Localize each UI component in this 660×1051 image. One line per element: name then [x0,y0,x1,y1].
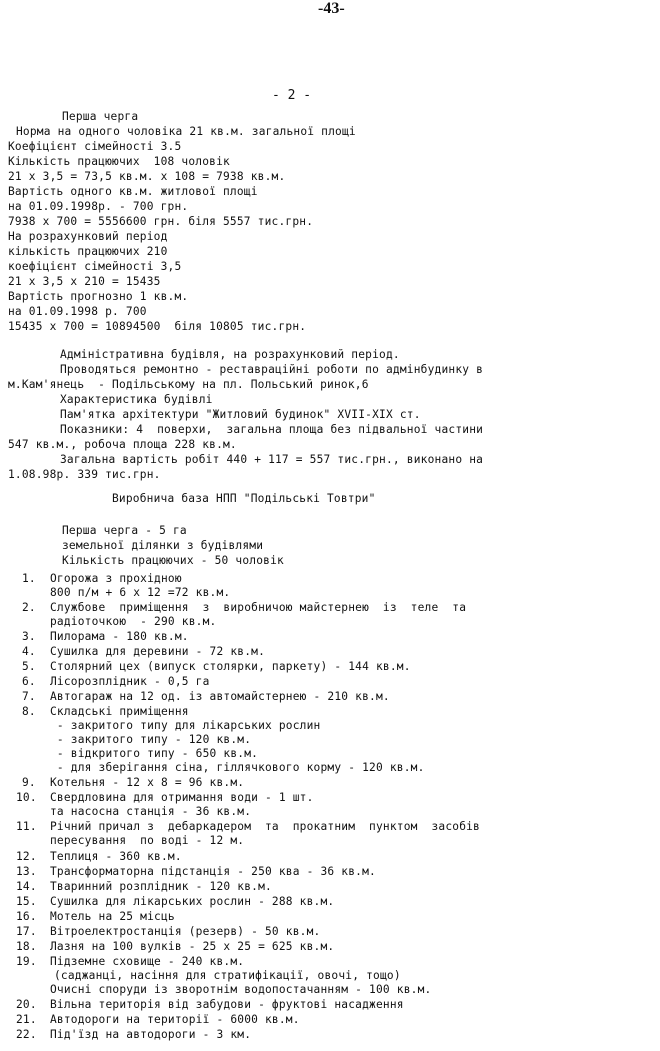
list-item-text: Службове приміщення з виробничою майстернею із теле та [50,601,467,614]
section1-line: 15435 х 700 = 10894500 біля 10805 тис.грн. [8,320,307,333]
list-item-text: - закритого типу - 120 кв.м. [50,733,252,746]
list-item-number: 5. [22,660,36,673]
section1-line: Вартість прогнозно 1 кв.м. [8,290,189,303]
section1-line: Коефіцієнт сімейності 3.5 [8,140,182,153]
list-item-text: Вітроелектростанція (резерв) - 50 кв.м. [50,925,321,938]
list-item-number: 13. [16,865,37,878]
list-item-number: 2. [22,601,36,614]
list-item-text: Автодороги на території - 6000 кв.м. [50,1013,300,1026]
list-item-text: (саджанці, насіння для стратифікації, овочі, тощо) [54,969,401,982]
list-item-text: Річний причал з дебаркадером та прокатним пунктом засобів [50,820,480,833]
admin-line: Характеристика будівлі [60,393,213,406]
list-item-text: Столярний цех (випуск столярки, паркету) - 144 кв.м. [50,660,411,673]
base-intro-line: Перша черга - 5 га [62,524,187,537]
list-item-number: 17. [16,925,37,938]
list-item-text: Складські приміщення [50,705,189,718]
list-item-number: 3. [22,630,36,643]
section1-line: Кількість працюючих 108 чоловік [8,155,230,168]
list-item-text: радіоточкою - 290 кв.м. [50,615,217,628]
list-item-number: 6. [22,675,36,688]
list-item-text: Сушилка для деревини - 72 кв.м. [50,645,265,658]
list-item-text: Тваринний розплідник - 120 кв.м. [50,880,272,893]
admin-line: Адміністративна будівля, на розрахунковий період. [60,348,400,361]
base-title: Виробнича база НПП "Подільські Товтри" [112,492,376,505]
list-item-text: Мотель на 25 місць [50,910,175,923]
list-item-text: Під'їзд на автодороги - 3 км. [50,1028,252,1041]
list-item-number: 19. [16,955,37,968]
list-item-number: 20. [16,998,37,1011]
list-item-text: Теплиця - 360 кв.м. [50,850,182,863]
base-intro-line: земельної ділянки з будівлями [62,539,264,552]
list-item-text: пересування по воді - 12 м. [50,834,245,847]
admin-line: 1.08.98р. 339 тис.грн. [8,468,161,481]
list-item-text: Свердловина для отримання води - 1 шт. [50,791,314,804]
subpage-number: - 2 - [272,88,312,103]
list-item-text: Лісорозплідник - 0,5 га [50,675,210,688]
list-item-number: 21. [16,1013,37,1026]
section1-line: 21 х 3,5 х 210 = 15435 [8,275,161,288]
list-item-text: Трансформаторна підстанція - 250 ква - 36 кв.м. [50,865,376,878]
section1-line: Вартість одного кв.м. житлової площі [8,185,258,198]
section1-line: 7938 х 700 = 5556600 грн. біля 5557 тис.грн. [8,215,314,228]
section1-line: На розрахунковий період [8,230,168,243]
list-item-text: Котельня - 12 х 8 = 96 кв.м. [50,776,245,789]
list-item-number: 9. [22,776,36,789]
section1-line: на 01.09.1998 р. 700 [8,305,147,318]
section1-line: на 01.09.1998р. - 700 грн. [8,200,189,213]
list-item-number: 7. [22,690,36,703]
admin-line: Загальна вартість робіт 440 + 117 = 557 тис.грн., виконано на [60,453,484,466]
admin-line: Проводяться ремонтно - реставраційні роботи по адмінбудинку в [60,363,484,376]
list-item-number: 10. [16,791,37,804]
admin-line: Показники: 4 поверхи, загальна площа без підвальної частини [60,423,484,436]
list-item-text: Сушилка для лікарських рослин - 288 кв.м. [50,895,335,908]
list-item-number: 12. [16,850,37,863]
section1-line: 21 х 3,5 = 73,5 кв.м. х 108 = 7938 кв.м. [8,170,286,183]
list-item-number: 1. [22,572,36,585]
list-item-text: Підземне сховище - 240 кв.м. [50,955,245,968]
section1-line: Норма на одного чоловіка 21 кв.м. загальної площі [16,125,356,138]
list-item-number: 16. [16,910,37,923]
list-item-number: 15. [16,895,37,908]
list-item-text: 800 п/м + 6 х 12 =72 кв.м. [50,586,231,599]
list-item-number: 22. [16,1028,37,1041]
page-number: -43- [318,0,345,17]
list-item-text: Лазня на 100 вулків - 25 х 25 = 625 кв.м. [50,940,335,953]
list-item-text: - відкритого типу - 650 кв.м. [50,747,259,760]
list-item-number: 14. [16,880,37,893]
list-item-text: Пилорама - 180 кв.м. [50,630,189,643]
list-item-number: 11. [16,820,37,833]
admin-line: Пам'ятка архітектури "Житловий будинок" XVII-XIX ст. [60,408,421,421]
list-item-number: 4. [22,645,36,658]
section1-line: кількість працюючих 210 [8,245,168,258]
base-intro-line: Кількість працюючих - 50 чоловік [62,554,284,567]
list-item-text: - для зберігання сіна, гіллячкового корму - 120 кв.м. [50,761,425,774]
section1-line: коефіцієнт сімейності 3,5 [8,260,182,273]
list-item-text: Автогараж на 12 од. із автомайстернею - 210 кв.м. [50,690,390,703]
list-item-text: Вільна територія від забудови - фруктові насадження [50,998,404,1011]
admin-line: 547 кв.м., робоча площа 228 кв.м. [8,438,237,451]
list-item-number: 18. [16,940,37,953]
section1-line: Перша черга [62,110,139,123]
list-item-text: Огорожа з прохідною [50,572,182,585]
list-item-text: - закритого типу для лікарських рослин [50,719,321,732]
list-item-text: Очисні споруди із зворотнім водопостачанням - 100 кв.м. [50,983,432,996]
list-item-text: та насосна станція - 36 кв.м. [50,805,252,818]
admin-line: м.Кам'янець - Подільському на пл. Польський ринок,6 [8,378,369,391]
list-item-number: 8. [22,705,36,718]
